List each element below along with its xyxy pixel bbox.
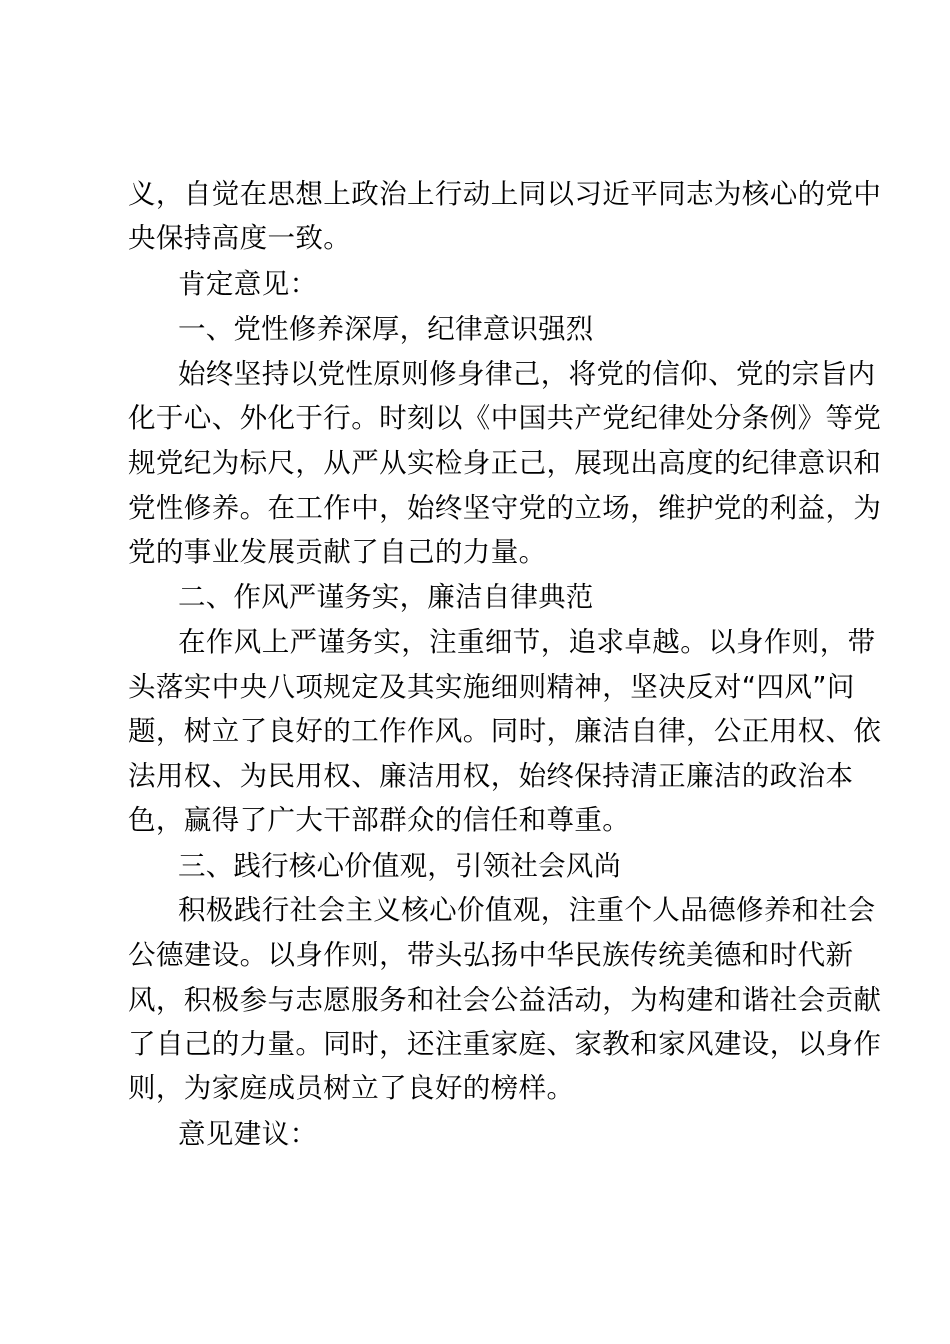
body-text-line: 法用权、为民用权、廉洁用权，始终保持清正廉洁的政治本	[128, 760, 854, 792]
section-label-positive: 肯定意见：	[178, 268, 318, 300]
body-text-line: 公德建设。以身作则，带头弘扬中华民族传统美德和时代新	[128, 939, 854, 971]
body-text-line: 了自己的力量。同时，还注重家庭、家教和家风建设，以身作	[128, 1028, 882, 1060]
body-text-line: 头落实中央八项规定及其实施细则精神，坚决反对“四风”问	[128, 671, 855, 703]
body-text-line: 党的事业发展贡献了自己的力量。	[128, 536, 547, 568]
body-text-line: 规党纪为标尺，从严从实检身正己，展现出高度的纪律意识和	[128, 447, 882, 479]
body-text-line: 色，赢得了广大干部群众的信任和尊重。	[128, 804, 631, 836]
body-text-line: 央保持高度一致。	[128, 222, 352, 254]
body-text-line: 积极践行社会主义核心价值观，注重个人品德修养和社会	[178, 894, 876, 926]
section-heading-2: 二、作风严谨务实，廉洁自律典范	[178, 581, 594, 613]
section-label-suggestions: 意见建议：	[178, 1118, 318, 1150]
body-text-line: 义，自觉在思想上政治上行动上同以习近平同志为核心的党中	[128, 178, 882, 210]
body-text-line: 风，积极参与志愿服务和社会公益活动，为构建和谐社会贡献	[128, 984, 882, 1016]
body-text-line: 化于心、外化于行。时刻以《中国共产党纪律处分条例》等党	[128, 402, 882, 434]
body-text-line: 在作风上严谨务实，注重细节，追求卓越。以身作则，带	[178, 626, 876, 658]
section-heading-1: 一、党性修养深厚，纪律意识强烈	[178, 313, 594, 345]
section-heading-3: 三、践行核心价值观，引领社会风尚	[178, 850, 622, 882]
body-text-line: 题，树立了良好的工作作风。同时，廉洁自律，公正用权、依	[128, 715, 882, 747]
body-text-line: 始终坚持以党性原则修身律己，将党的信仰、党的宗旨内	[178, 358, 876, 390]
body-text-line: 党性修养。在工作中，始终坚守党的立场，维护党的利益，为	[128, 492, 882, 524]
body-text-line: 则，为家庭成员树立了良好的榜样。	[128, 1072, 575, 1104]
